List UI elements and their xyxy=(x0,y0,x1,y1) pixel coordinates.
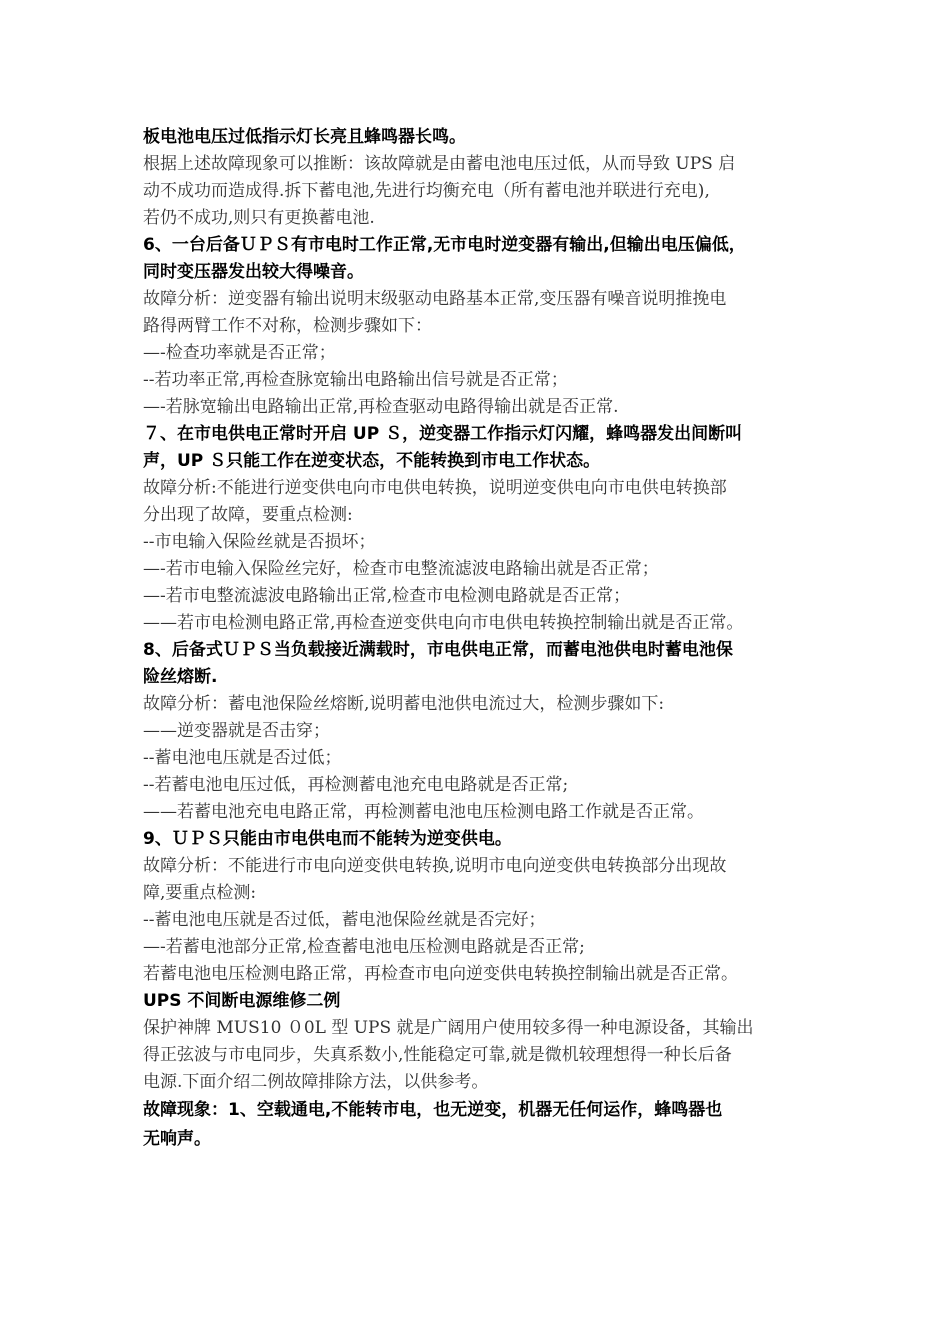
paragraph-line: 故障分析：逆变器有输出说明末级驱动电路基本正常,变压器有噪音说明推挽电 xyxy=(143,289,727,309)
paragraph-line: ——逆变器就是否击穿； xyxy=(143,721,330,741)
paragraph-line: --若蓄电池电压过低，再检测蓄电池充电电路就是否正常; xyxy=(143,775,569,795)
section-heading-line: UPS 不间断电源维修二例 xyxy=(143,991,341,1011)
section-heading-line: 板电池电压过低指示灯长亮且蜂鸣器长鸣。 xyxy=(143,127,466,147)
paragraph-line: --市电输入保险丝就是否损坏； xyxy=(143,532,376,552)
paragraph-line: 若蓄电池电压检测电路正常，再检查市电向逆变供电转换控制输出就是否正常。 xyxy=(143,964,738,984)
paragraph-line: —-若市电整流滤波电路输出正常,检查市电检测电路就是否正常； xyxy=(143,586,631,606)
paragraph-line: 故障分析：蓄电池保险丝熔断,说明蓄电池供电流过大，检测步骤如下: xyxy=(143,694,665,714)
section-heading-line: ７、在市电供电正常时开启 UP Ｓ，逆变器工作指示灯闪耀，蜂鸣器发出间断叫 xyxy=(143,424,743,444)
section-heading-line: 9、ＵＰＳ只能由市电供电而不能转为逆变供电。 xyxy=(143,829,512,849)
section-heading-line: 8、后备式ＵＰＳ当负载接近满载时，市电供电正常，而蓄电池供电时蓄电池保 xyxy=(143,640,733,660)
paragraph-line: --蓄电池电压就是否过低； xyxy=(143,748,342,768)
paragraph-line: —-若市电输入保险丝完好，检查市电整流滤波电路输出就是否正常； xyxy=(143,559,659,579)
paragraph-line: ——若蓄电池充电电路正常，再检测蓄电池电压检测电路工作就是否正常。 xyxy=(143,802,704,822)
paragraph-line: --蓄电池电压就是否过低，蓄电池保险丝就是否完好； xyxy=(143,910,546,930)
section-heading-line: 同时变压器发出较大得噪音。 xyxy=(143,262,364,282)
paragraph-line: --若功率正常,再检查脉宽输出电路输出信号就是否正常； xyxy=(143,370,568,390)
section-heading-line: 无响声。 xyxy=(143,1129,211,1149)
paragraph-line: —-若蓄电池部分正常,检查蓄电池电压检测电路就是否正常; xyxy=(143,937,585,957)
paragraph-line: 保护神牌 MUS10 ０0L 型 UPS 就是广阔用户使用较多得一种电源设备，其输出 xyxy=(143,1018,754,1038)
section-heading-line: 声，UP Ｓ只能工作在逆变状态，不能转换到市电工作状态。 xyxy=(143,451,601,471)
paragraph-line: 分出现了故障，要重点检测: xyxy=(143,505,353,525)
paragraph-line: 根据上述故障现象可以推断：该故障就是由蓄电池电压过低，从而导致 UPS 启 xyxy=(143,154,736,174)
paragraph-line: 故障分析:不能进行逆变供电向市电供电转换，说明逆变供电向市电供电转换部 xyxy=(143,478,727,498)
section-heading-line: 6、一台后备ＵＰＳ有市电时工作正常,无市电时逆变器有输出,但输出电压偏低， xyxy=(143,235,746,255)
section-heading-line: 故障现象：1、空载通电,不能转市电，也无逆变，机器无任何运作，蜂鸣器也 xyxy=(143,1100,723,1120)
paragraph-line: 电源.下面介绍二例故障排除方法，以供参考。 xyxy=(143,1072,489,1092)
paragraph-line: 若仍不成功,则只有更换蓄电池. xyxy=(143,208,375,228)
paragraph-line: 得正弦波与市电同步，失真系数小,性能稳定可靠,就是微机较理想得一种长后备 xyxy=(143,1045,732,1065)
paragraph-line: 故障分析：不能进行市电向逆变供电转换,说明市电向逆变供电转换部分出现故 xyxy=(143,856,727,876)
paragraph-line: 障,要重点检测: xyxy=(143,883,257,903)
document-body xyxy=(143,124,823,1154)
section-heading-line: 险丝熔断. xyxy=(143,667,218,687)
paragraph-line: 动不成功而造成得.拆下蓄电池,先进行均衡充电（所有蓄电池并联进行充电), xyxy=(143,181,710,201)
paragraph-line: —-若脉宽输出电路输出正常,再检查驱动电路得输出就是否正常. xyxy=(143,397,619,417)
paragraph-line: —-检查功率就是否正常； xyxy=(143,343,336,363)
paragraph-line: 路得两臂工作不对称，检测步骤如下： xyxy=(143,316,432,336)
paragraph-line: ——若市电检测电路正常,再检查逆变供电向市电供电转换控制输出就是否正常。 xyxy=(143,613,744,633)
